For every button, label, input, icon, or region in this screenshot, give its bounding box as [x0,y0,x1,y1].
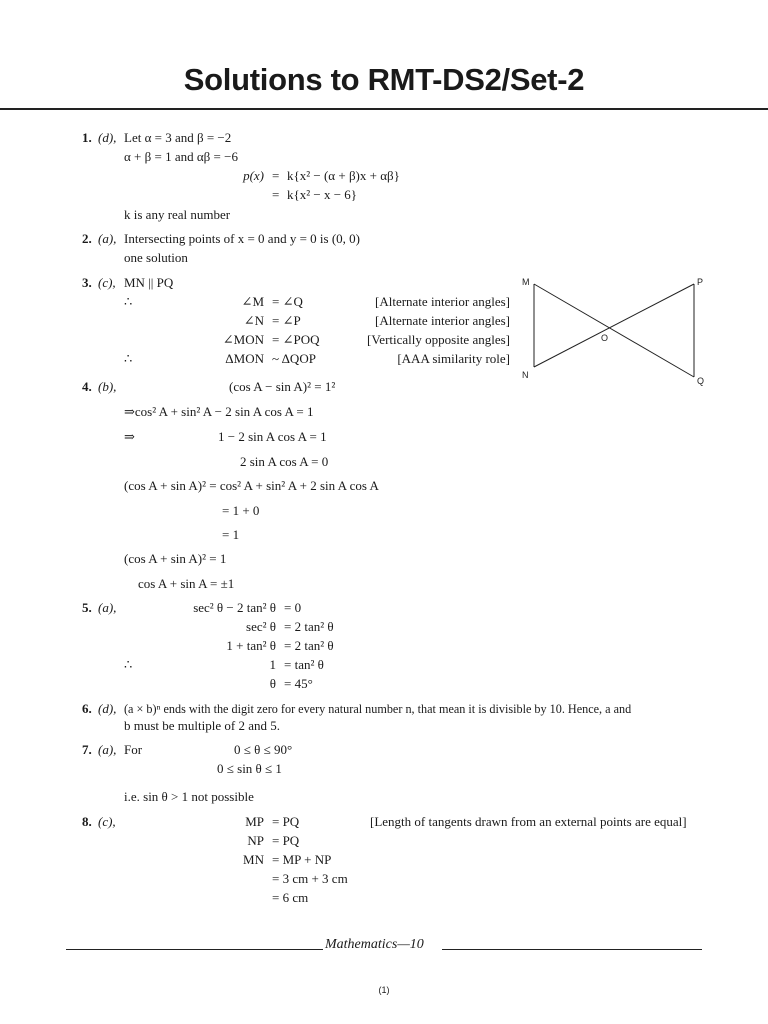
q6-line2: b must be multiple of 2 and 5. [124,718,280,733]
q8-rhs-2: = PQ [272,833,300,848]
page-number: (1) [378,985,390,995]
q3-answer: (c), [98,275,116,290]
q1-note: k is any real number [124,207,231,222]
q3-lhs-1: ∠M [241,294,264,309]
page-title: Solutions to RMT-DS2/Set-2 [183,62,585,97]
q5-lhs-4: 1 [269,657,276,672]
q5-lhs-1: sec² θ − 2 tan² θ [193,600,276,615]
q5-rhs-5: = 45° [284,676,313,691]
q4-line4: 2 sin A cos A = 0 [240,454,329,469]
title-rule [0,108,768,110]
label-n: N [522,370,529,380]
q3-rhs-2: = ∠P [272,313,301,328]
q5-number: 5. [82,600,92,615]
q1-line2: α + β = 1 and αβ = −6 [124,149,238,164]
q1-intro: Let α = 3 and β = −2 [124,130,232,145]
label-q: Q [697,376,705,386]
q4-implies: ⇒ [124,429,135,444]
q8-lhs-2: NP [247,833,264,848]
label-p: P [697,277,704,287]
q8-rhs-4: = 3 cm + 3 cm [272,871,348,886]
q3-reason-3: [Vertically opposite angles] [367,332,510,347]
q3-rhs-4: ~ ΔQOP [272,351,316,366]
q7-for: For [124,742,143,757]
q8-rhs-1: = PQ [272,814,300,829]
q1-answer: (d), [98,130,117,145]
q1-px: p(x) [243,168,264,183]
q5-rhs-1: = 0 [284,600,302,615]
q4-line2: ⇒cos² A + sin² A − 2 sin A cos A = 1 [124,404,314,419]
q8-rhs-3: = MP + NP [272,852,332,867]
q7-line2: 0 ≤ sin θ ≤ 1 [217,761,282,776]
q8-rhs-5: = 6 cm [272,890,309,905]
q2-answer: (a), [98,231,117,246]
segment-np [534,284,694,367]
q3-therefore-1: ∴ [124,294,133,309]
q8-lhs-1: MP [245,814,264,829]
q2-number: 2. [82,231,92,246]
q8-lhs-3: MN [243,852,264,867]
q4-line6: = 1 + 0 [222,503,260,518]
bowtie-diagram [516,272,716,392]
q8-answer: (c), [98,814,116,829]
q3-lhs-2: ∠N [243,313,264,328]
q1-rhs1: k{x² − (α + β)x + αβ} [287,168,400,183]
q4-number: 4. [82,379,92,394]
q3-reason-2: [Alternate interior angles] [375,313,510,328]
q4-line8: (cos A + sin A)² = 1 [124,551,227,566]
q8-reason: [Length of tangents drawn from an external points are equal] [370,814,687,829]
q7-number: 7. [82,742,92,757]
q2-line2: one solution [124,250,188,265]
q1-eq1: = [272,168,280,183]
q1-number: 1. [82,130,92,145]
q5-answer: (a), [98,600,117,615]
q3-number: 3. [82,275,92,290]
label-m: M [522,277,530,287]
q5-lhs-5: θ [269,676,276,691]
q4-line3: 1 − 2 sin A cos A = 1 [218,429,327,444]
q3-given: MN || PQ [124,275,174,290]
q7-answer: (a), [98,742,117,757]
q3-reason-1: [Alternate interior angles] [375,294,510,309]
q3-lhs-4: ΔMON [225,351,264,366]
q5-lhs-2: sec² θ [246,619,276,634]
q5-rhs-2: = 2 tan² θ [284,619,334,634]
q6-line1: (a × b)ⁿ ends with the digit zero for every natural number n, that mean it is divisible by 10. Hence, a and [124,702,632,716]
q5-rhs-4: = tan² θ [284,657,324,672]
q6-number: 6. [82,701,92,716]
q7-line1: 0 ≤ θ ≤ 90° [234,742,293,757]
q3-lhs-3: ∠MON [222,332,264,347]
q7-line3: i.e. sin θ > 1 not possible [124,789,254,804]
q2-text: Intersecting points of x = 0 and y = 0 is (0, 0) [124,231,360,246]
q1-eq2: = [272,187,280,202]
q3-rhs-3: = ∠POQ [272,332,320,347]
q8-number: 8. [82,814,92,829]
q5-rhs-3: = 2 tan² θ [284,638,334,653]
q3-rhs-1: = ∠Q [272,294,303,309]
footer-rule-left [66,949,323,950]
q6-answer: (d), [98,701,117,716]
q4-line5: (cos A + sin A)² = cos² A + sin² A + 2 sin A cos A [124,478,379,493]
label-o: O [601,333,609,343]
footer-subject: Mathematics—10 [325,937,424,952]
q3-therefore-2: ∴ [124,351,133,366]
q1-rhs2: k{x² − x − 6} [287,187,358,202]
footer-rule-right [442,949,702,950]
q5-therefore: ∴ [124,657,133,672]
q4-line1: (cos A − sin A)² = 1² [229,379,336,394]
q4-line9: cos A + sin A = ±1 [138,576,235,591]
q5-lhs-3: 1 + tan² θ [226,638,276,653]
q3-reason-4: [AAA similarity role] [397,351,510,366]
segment-mq [534,284,694,377]
q4-answer: (b), [98,379,117,394]
q4-line7: = 1 [222,527,240,542]
